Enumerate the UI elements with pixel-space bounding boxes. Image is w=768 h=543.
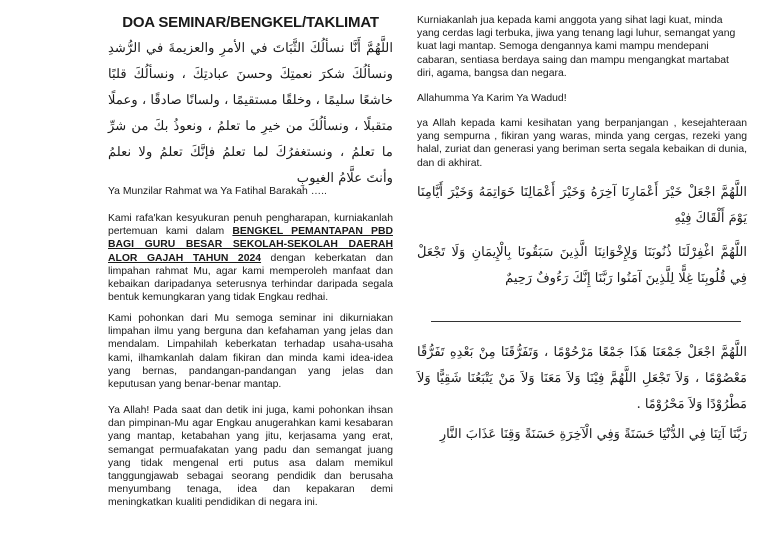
paragraph-health: Kurniakanlah jua kepada kami anggota yang sihat lagi kuat, minda yang cerdas lagi terbuka, jiwa yang tenang lagi luhur, semangat yang kuat lagi mantap. Semoga dengannya kami mampu mendepani cabaran, sentiasa berdaya saing dan mampu mengangkat martabat diri, agama, bangsa dan negara. (417, 15, 736, 79)
arabic-prayer-gathering: اللَّهُمَّ اجْعَلْ جَمْعَنَا هَذَا جَمْعًا مَرْحُوْمًا ، وَتَفَرُّقَنَا مِنْ بَعْدِهِ تَفَرُّقًا مَعْصُوْمًا ، وَلاَ تَجْعَلِ اللَّهُمَّ فِيْنَا وَلاَ مَعَنَا وَلاَ مَنْ يَتْبَعُنَا شَقِيًّا وَلاَ مَطْرُوْدًا وَلاَ مَحْرُوْمًا . (417, 345, 747, 412)
arabic-prayer-best-life: اللَّهُمَّ اجْعَلْ خَيْرَ أَعْمَارِنَا آخِرَهُ وَخَيْرَ أَعْمَالِنَا خَوَاتِمَهُ وَخَيْرَ أَيَّامِنَا يَوْمَ أَلْقَاكَ فِيْهِ (417, 185, 747, 226)
salutation-text: Ya Munzilar Rahmat wa Ya Fatihal Barakah ….. (108, 186, 327, 197)
paragraph-gratitude-intro: Kami rafa'kan kesyukuran penuh pengharapan, kurniakanlah pertemuan kami dalam (108, 213, 393, 238)
invocation-text: Allahumma Ya Karim Ya Wadud! (417, 93, 567, 104)
page-title: DOA SEMINAR/BENGKEL/TAKLIMAT (122, 14, 379, 31)
arabic-opening-prayer: اللَّهُمَّ أَنَّا نسألُكَ الثَّبَاتَ في الأمرِ والعزيمةَ في الرُّشدِ ونسألُكَ شكرَ نعمتِكَ وحسنَ عبادتِكَ ، ونسألُكَ قلبًا خاشعًا سليمًا ، وخلقًا مستقيمًا ، ولسانًا صادقًا ، وعملًا متقبلًا ، ونسألُكَ من خيرِ ما تعلمُ ، ونعوذُ بكَ من شرِّ ما تعلمُ ، ونستغفرُكَ لما تعلمُ فإنَّكَ تعلمُ ولا نعلمُ وأنتَ علَّامُ الغيوبِ (108, 41, 393, 186)
arabic-prayer-forgiveness: اللَّهُمَّ اغْفِرْلَنَا ذُنُوبَنَا وَلِإِخْوَانِنَا الَّذِينَ سَبَقُونَا بِالْإِيمَانِ وَلَا تَجْعَلْ فِي قُلُوبِنَا غِلًّا لِلَّذِينَ آمَنُوا رَبَّنَا إِنَّكَ رَءُوفٌ رَحِيمٌ (417, 245, 747, 286)
paragraph-knowledge: Kami pohonkan dari Mu semoga seminar ini dikurniakan limpahan ilmu yang berguna dan kefahaman yang jelas dan mendalam. Limpahilah keberkatan terhadap usaha-usaha kami, ilhamkanlah dalam fikiran dan minda kami idea-idea yang bernas, pandangan-pandangan yang jelas dan keputusan yang benar-benar mantap. (108, 313, 393, 391)
paragraph-blessings: ya Allah kepada kami kesihatan yang berpanjangan , kesejahteraan yang sempurna , fikiran yang waras, minda yang cergas, rezeki yang halal, zuriat dan generasi yang beriman serta segala kebaikan di dunia, dan di akhirat. (417, 118, 747, 169)
paragraph-gratitude-rest: dengan keberkatan dan limpahan rahmat Mu, agar kami memperoleh manfaat dan kebaikan daripadanya seterusnya terhindar daripada segala bentuk kemungkaran yang tidak Engkau redhai. (108, 252, 393, 304)
section-divider (431, 321, 741, 322)
paragraph-gratitude (108, 212, 393, 304)
paragraph-guidance: Ya Allah! Pada saat dan detik ini juga, kami pohonkan ihsan dan pimpinan-Mu agar Engkau anugerahkan kami kesabaran yang mantap, ketabahan yang jitu, kerjasama yang erat, semangat permuafakatan yang padu dan semangat juang yang tidak mengenal erti putus asa dalam memikul tanggungjawab sebagai seorang pendidik dan berusaha menyumbang tenaga, idea dan kepakaran demi meningkatkan kualiti pendidikan di negara ini. (108, 405, 393, 509)
arabic-prayer-rabbana: رَبَّنَا آتِنَا فِي الدُّنْيَا حَسَنَةً وَفِي الْآخِرَةِ حَسَنَةً وَقِنَا عَذَابَ النَّارِ (439, 427, 747, 442)
event-name: BENGKEL PEMANTAPAN PBD BAGI GURU BESAR SEKOLAH-SEKOLAH DAERAH ALOR GAJAH TAHUN 2024 (108, 226, 393, 264)
